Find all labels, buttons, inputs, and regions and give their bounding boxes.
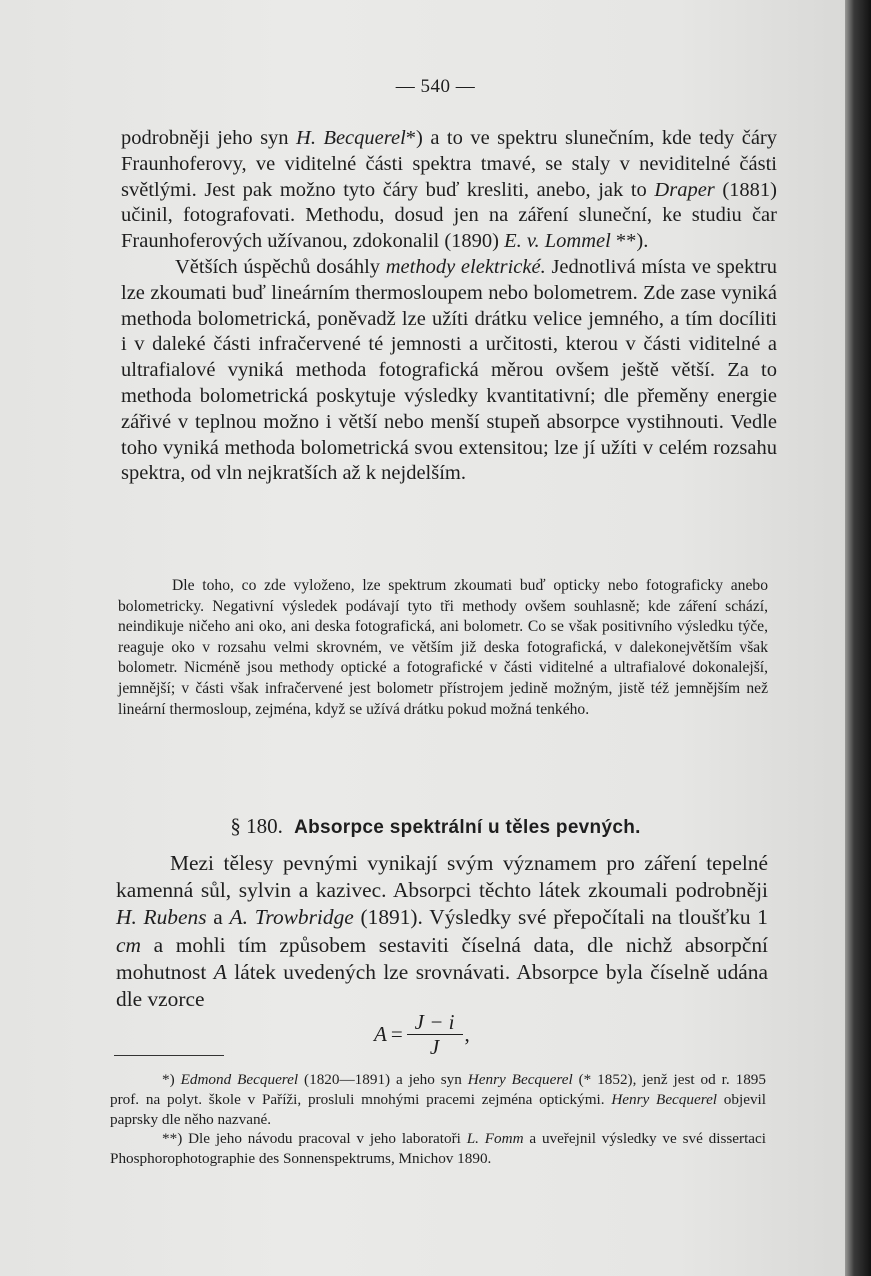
small-print-note <box>118 576 768 720</box>
variable-text: A <box>213 959 227 984</box>
emphasis-text: methody elektrické. <box>385 255 546 278</box>
author-name: Draper <box>654 178 715 201</box>
section-title: Absorpce spektrální u těles pevných. <box>294 817 641 838</box>
formula-denominator: J <box>429 1035 440 1059</box>
unit-text: cm <box>116 932 141 957</box>
author-name: E. v. Lommel <box>504 230 611 253</box>
footnote-divider <box>114 1055 224 1056</box>
absorption-formula <box>374 1010 470 1059</box>
book-spine-shadow <box>845 0 871 1276</box>
page-number: — 540 — <box>395 76 476 97</box>
formula-fraction <box>407 1010 463 1059</box>
paragraph-electric-methods: Větších úspěchů dosáhly methody elektrické. Jednotlivá místa ve spektru lze zkoumati buď lineárním thermosloupem nebo bolometrem. Zde zase vyniká methoda bolometrická, poněvadž lze užíti drátku velice jemného, a tím docíliti i v daleké části infračervené té jemnosti a určitosti, kterou v části viditelné a ultrafialové vyniká methoda fotografická měrou ovšem ještě větší. Za to methoda bolometrická poskytuje výsledky kvantitativní; dle přeměny energie zářivé v teplnou možno i větší nebo menší stupeň absorpce vystihnouti. Vedle toho vyniká methoda bolometrická svou extensitou; lze jí užíti v celém rozsahu spektra, od vln nejkratších až k nejdelším. <box>121 255 777 485</box>
footnote-1: *) Edmond Becquerel (1820—1891) a jeho syn Henry Becquerel (* 1852), jenž jest od r. 1895 prof. na polyt. škole v Paříži, prosluli mnohými pracemi zejména optickými. Henry Becquerel objevil paprsky dle něho nazvané. <box>110 1071 766 1128</box>
author-name: H. Rubens <box>116 905 207 930</box>
paragraph-absorption: Mezi tělesy pevnými vynikají svým významem pro záření tepelné kamenná sůl, sylvin a kazivec. Absorpci těchto látek zkoumali podrobněji H. Rubens a A. Trowbridge (1891). Výsledky své přepočítali na tloušťku 1 cm a mohli tím způsobem sestaviti číselná data, dle nichž absorpční mohutnost A látek uvedených lze srovnávati. Absorpce byla číselně udána dle vzorce <box>116 851 768 1012</box>
formula-comma: , <box>464 1022 470 1046</box>
footnote-2: **) Dle jeho návodu pracoval v jeho laboratoři L. Fomm a uveřejnil výsledky ve své dissertaci Phosphorophotographie des Sonnenspektrums, Mnichov 1890. <box>110 1130 766 1168</box>
paragraph-becquerel: podrobněji jeho syn H. Becquerel*) a to ve spektru slunečním, kde tedy čáry Fraunhoferovy, ve viditelné části spektra tmavé, se staly v neviditelné části světlými. Jest pak možno tyto čáry buď kresliti, anebo, jak to Draper (1881) učinil, fotografovati. Methodu, dosud jen na záření sluneční, ke studiu čar Fraunhoferových užívanou, zdokonalil (1890) E. v. Lommel **). <box>121 127 778 253</box>
author-name: H. Becquerel <box>296 127 406 149</box>
formula-lhs: A <box>374 1022 387 1046</box>
section-text-block <box>116 850 768 1013</box>
section-number: § 180. <box>230 814 283 838</box>
note-paragraph: Dle toho, co zde vyloženo, lze spektrum zkoumati buď opticky nebo fotograficky anebo bolometricky. Negativní výsledek podávají tyto tři methody ovšem souhlasně; kde záření schází, neindikuje ničeho ani oko, ani deska fotografická, ani bolometr. Co se však positivního výsledku týče, reaguje oko v rozsahu velmi skrovném, ve větším již deska fotografická, v dalekonejvětším však bolometr. Nicméně jsou methody optické a fotografické v části viditelné a ultrafialové dokonalejší, jemnější; v části však infračervené jest bolometr přístrojem jedině možným, jistě též jemnějším než lineární thermosloup, zejména, když se užívá drátku pokud možná tenkého. <box>118 577 768 718</box>
section-heading <box>0 814 871 839</box>
formula-equals: = <box>390 1022 403 1046</box>
main-text-block <box>121 126 777 487</box>
formula-numerator: J − i <box>407 1010 463 1035</box>
footnotes <box>110 1070 766 1169</box>
author-name: A. Trowbridge <box>229 905 354 930</box>
